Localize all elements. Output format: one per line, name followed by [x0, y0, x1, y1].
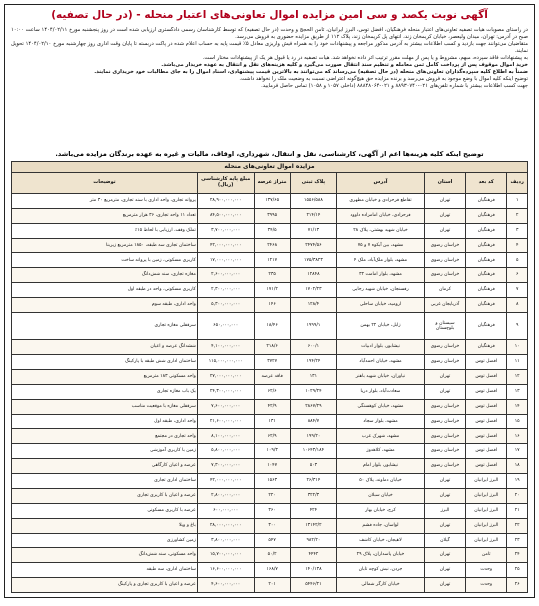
- intro-paragraph: متقاضیان می‌توانند جهت بازدید و کسب اطلاعات بیشتر به آدرس مذکور مراجعه و پیشنهادات خود را به همراه فیش واریزی معادل ۵٪ قیمت پایه به حساب اعلام شده در پاکت دربسته تا پایان وقت اداری روز چهارشنبه مورخ ۱۴۰۴/۰۲/۱۰ تحویل نمایند.: [11, 41, 528, 55]
- table-row: [12, 384, 528, 399]
- plate-number-cell: ۱۴۰/۱۳۸: [290, 563, 336, 578]
- cooperative-name-cell: البرز ایرانیان: [466, 518, 507, 533]
- area-cell: ۱۳۱: [254, 414, 290, 429]
- area-cell: ۱۶۸/۷: [254, 563, 290, 578]
- col-header-province: استان: [424, 173, 465, 194]
- intro-text: [11, 27, 528, 149]
- address-cell: مشهد، خیابان کوهسنگی: [337, 399, 425, 414]
- province-cell: تهران: [424, 208, 465, 223]
- plate-number-cell: ۱۰۶۴۳/۱۸۴: [290, 444, 336, 459]
- plate-number-cell: ۱۹۴/۲۴: [290, 355, 336, 370]
- plate-number-cell: ۱۷۵/۳۸۲۳: [290, 253, 336, 268]
- base-price-cell: ۲,۸۰۰,۰۰۰,۰۰۰: [197, 488, 254, 503]
- table-row: [12, 503, 528, 518]
- province-cell: تهران: [424, 563, 465, 578]
- address-cell: نیشابور، بلوار امام: [337, 459, 425, 474]
- plate-number-cell: ۱۰۲۹/۲۴: [290, 384, 336, 399]
- cooperative-name-cell: افضل توس: [466, 444, 507, 459]
- address-cell: ارومیه، خیابان ساحلی: [337, 298, 425, 313]
- cooperative-name-cell: فرهنگیان: [466, 223, 507, 238]
- area-cell: ۴۲/۹: [254, 399, 290, 414]
- base-price-cell: ۷,۶۰۰,۰۰۰,۰۰۰: [197, 399, 254, 414]
- address-cell: خیابان شهید بهشتی، پلاک ۲۸: [337, 223, 425, 238]
- description-cell: ساختمان اداری، سه طبقه: [12, 563, 198, 578]
- province-cell: تهران: [424, 223, 465, 238]
- area-cell: ۱۸/۴۶: [254, 312, 290, 339]
- table-row: [12, 268, 528, 283]
- intro-paragraph: به پیشنهادات فاقد سپرده، مبهم، مشروط و یا پس از مهلت مقرر ترتیب اثر داده نخواهد شد. هیات تصفیه در رد یا قبول هر یک از پیشنهادات مختار است.: [202, 55, 528, 62]
- plate-number-cell: ۳۲۲/۳: [290, 488, 336, 503]
- area-cell: ۶۲/۶: [254, 384, 290, 399]
- table-row: [12, 429, 528, 444]
- description-cell: یک باب مغازه تجاری: [12, 384, 198, 399]
- base-price-cell: ۱۷,۰۰۰,۰۰۰,۰۰۰: [197, 253, 254, 268]
- address-cell: مشهد، خیابان احمدآباد: [337, 355, 425, 370]
- cooperative-name-cell: فرهنگیان: [466, 194, 507, 209]
- col-header-description: توضیحات: [12, 173, 198, 194]
- province-cell: تهران: [424, 370, 465, 385]
- cooperative-name-cell: افضل توس: [466, 384, 507, 399]
- address-cell: سعادت‌آباد، بلوار دریا: [337, 384, 425, 399]
- description-cell: ساختمان تجاری سه طبقه، ۱۸۵۰ مترمربع زیربنا: [12, 238, 198, 253]
- area-cell: ۱۴۶: [254, 298, 290, 313]
- address-cell: نیاوران، خیابان شهید باهنر: [337, 370, 425, 385]
- area-cell: ۳۶۰: [254, 503, 290, 518]
- description-cell: واحد اداری، طبقه سوم: [12, 298, 198, 313]
- base-price-cell: ۳,۸۰۰,۰۰۰,۰۰۰: [197, 533, 254, 548]
- base-price-cell: ۴۲,۰۰۰,۰۰۰,۰۰۰: [197, 474, 254, 489]
- description-cell: سرقفلی مغازه با موقعیت مناسب: [12, 399, 198, 414]
- description-cell: تعداد ۱۱ واحد تجاری، ۳۶ هزار مترمربع: [12, 208, 198, 223]
- description-cell: واحد اداری، طبقه اول: [12, 414, 198, 429]
- table-row: [12, 223, 528, 238]
- area-cell: ۱۰۹/۳: [254, 444, 290, 459]
- intro-paragraph: خرید اموال موقوف پس از پرداخت کامل ثمن معامله و تنظیم سند انتقال صورت می‌گیرد و کلیه هزینه‌های نقل و انتقال به عهده خریدار می‌باشد.: [161, 62, 528, 69]
- description-cell: واحد تجاری در مجتمع: [12, 429, 198, 444]
- province-cell: خراسان رضوی: [424, 399, 465, 414]
- row-number-cell: ۲: [507, 208, 528, 223]
- area-cell: ۶۲/۹: [254, 429, 290, 444]
- address-cell: خیابان سبلان: [337, 488, 425, 503]
- description-cell: عرصه و اعیان با کاربری تجاری و پارکینگ: [12, 578, 198, 593]
- table-row: [12, 414, 528, 429]
- province-cell: البرز: [424, 503, 465, 518]
- table-row: [12, 488, 528, 503]
- address-cell: مشهد، بین آبکوه ۷ و ۷۵: [337, 238, 425, 253]
- base-price-cell: ۳,۷۰۰,۰۰۰,۰۰۰: [197, 223, 254, 238]
- plate-number-cell: ۱۲۸۴۸: [290, 268, 336, 283]
- description-cell: واحد مسکونی ۱۸۳ مترمربع: [12, 370, 198, 385]
- table-row: [12, 444, 528, 459]
- col-header-area: متراژ عرصه: [254, 173, 290, 194]
- province-cell: خراسان رضوی: [424, 414, 465, 429]
- plate-number-cell: ۱۷۰۲/۲۳: [290, 283, 336, 298]
- address-cell: کرج، خیابان بهار: [337, 503, 425, 518]
- row-number-cell: ۲۲: [507, 518, 528, 533]
- description-cell: ساختمان اداری شش طبقه با پارکینگ: [12, 355, 198, 370]
- table-body: [12, 194, 528, 593]
- cooperative-name-cell: فرهنگیان: [466, 298, 507, 313]
- address-cell: مشهد، بلوار امامت ۳۲: [337, 268, 425, 283]
- address-cell: فرحزادی، خیابان امامزاده داوود: [337, 208, 425, 223]
- col-header-code: کد بعد: [466, 173, 507, 194]
- row-number-cell: ۲۳: [507, 533, 528, 548]
- description-cell: واحد مسکونی، سند شش‌دانگ: [12, 548, 198, 563]
- base-price-cell: ۴,۱۰۰,۰۰۰,۰۰۰: [197, 340, 254, 355]
- cooperative-name-cell: ثامن: [466, 548, 507, 563]
- description-cell: کاربری مسکونی، واحد در طبقه اول: [12, 283, 198, 298]
- intro-paragraph: توضیح اینکه کلیه اموال با وضع موجود به فروش می‌رسد و برنده مزایده حق هیچ‌گونه اعتراضی نسبت به وضعیت ملک را نخواهد داشت.: [239, 76, 528, 83]
- row-number-cell: ۲۰: [507, 488, 528, 503]
- address-cell: جردن، نبش کوچه تابان: [337, 563, 425, 578]
- province-cell: تهران: [424, 488, 465, 503]
- table-row: [12, 208, 528, 223]
- cooperative-name-cell: فرهنگیان: [466, 340, 507, 355]
- area-cell: ۲۰۱: [254, 578, 290, 593]
- cooperative-name-cell: افضل توس: [466, 429, 507, 444]
- description-cell: زمین کشاورزی: [12, 533, 198, 548]
- base-price-cell: ۴,۶۰۰,۰۰۰,۰۰۰: [197, 578, 254, 593]
- address-cell: لاهیجان، خیابان کاشف: [337, 533, 425, 548]
- base-price-cell: ۲۸,۰۰۰,۰۰۰,۰۰۰: [197, 518, 254, 533]
- row-number-cell: ۲۶: [507, 578, 528, 593]
- description-cell: زمین با کاربری آموزشی: [12, 444, 198, 459]
- address-cell: خیابان کارگر شمالی: [337, 578, 425, 593]
- base-price-cell: ۲۷,۰۰۰,۰۰۰,۰۰۰: [197, 370, 254, 385]
- province-cell: کرمان: [424, 283, 465, 298]
- province-cell: خراسان رضوی: [424, 238, 465, 253]
- base-price-cell: ۲,۳۰۰,۰۰۰,۰۰۰: [197, 283, 254, 298]
- table-row: [12, 518, 528, 533]
- plate-number-cell: ۲۶/۳۱۴: [290, 474, 336, 489]
- cooperative-name-cell: البرز ایرانیان: [466, 488, 507, 503]
- plate-number-cell: ۱۲۸/۴: [290, 298, 336, 313]
- plate-number-cell: ۲۱۴/۱۴: [290, 208, 336, 223]
- plate-number-cell: ۱۳۱۴۲/۲: [290, 518, 336, 533]
- area-cell: ۱۵۶۳: [254, 474, 290, 489]
- cooperative-name-cell: افضل توس: [466, 355, 507, 370]
- province-cell: تهران: [424, 578, 465, 593]
- address-cell: رفسنجان، خیابان شهید رجایی: [337, 283, 425, 298]
- description-cell: عرصه و اعیان کارگاهی: [12, 459, 198, 474]
- base-price-cell: ۶۵۰,۰۰۰,۰۰۰: [197, 312, 254, 339]
- table-row: [12, 283, 528, 298]
- auction-notice: [4, 4, 535, 598]
- intro-paragraph: ضمناً به اطلاع کلیه سپرده‌گذاران تعاونی‌های منحله (در حال تصفیه) می‌رساند که می‌توانند به بالاترین قیمت پیشنهادی، اسناد اموال را به جای مطالبات خود خریداری نمایند.: [94, 69, 528, 76]
- plate-number-cell: ۴۴۴۲: [290, 548, 336, 563]
- plate-number-cell: ۱۹۹/۲۰: [290, 429, 336, 444]
- base-price-cell: ۲۸,۹۰۰,۰۰۰,۰۰۰: [197, 194, 254, 209]
- base-price-cell: ۷,۳۰۰,۰۰۰,۰۰۰: [197, 459, 254, 474]
- base-price-cell: ۸۴,۵۰۰,۰۰۰,۰۰۰: [197, 208, 254, 223]
- plate-number-cell: ۱۵۵۶/۵۸۸: [290, 194, 336, 209]
- row-number-cell: ۱۶: [507, 429, 528, 444]
- address-cell: تقاطع فرحزادی و خیابان مطهری: [337, 194, 425, 209]
- plate-number-cell: ۲۸۶۷/۲۹: [290, 399, 336, 414]
- base-price-cell: ۲۴,۳۰۰,۰۰۰,۰۰۰: [197, 384, 254, 399]
- table-row: [12, 312, 528, 339]
- base-price-cell: ۲۱,۶۰۰,۰۰۰,۰۰۰: [197, 414, 254, 429]
- row-number-cell: ۵: [507, 253, 528, 268]
- province-cell: گیلان: [424, 533, 465, 548]
- auction-table: [11, 161, 528, 593]
- row-number-cell: ۸: [507, 298, 528, 313]
- cooperative-name-cell: فرهنگیان: [466, 283, 507, 298]
- address-cell: زابل، خیابان ۲۲ بهمن: [337, 312, 425, 339]
- cooperative-name-cell: فرهنگیان: [466, 312, 507, 339]
- province-cell: تهران: [424, 384, 465, 399]
- description-cell: عرصه با کاربری مسکونی: [12, 503, 198, 518]
- area-cell: ۲۱۸/۶: [254, 340, 290, 355]
- area-cell: ۵۰/۲: [254, 548, 290, 563]
- row-number-cell: ۱۸: [507, 459, 528, 474]
- table-row: [12, 253, 528, 268]
- address-cell: خیابان پاسداران، پلاک ۲۹: [337, 548, 425, 563]
- row-number-cell: ۱۷: [507, 444, 528, 459]
- row-number-cell: ۱۱: [507, 355, 528, 370]
- cooperative-name-cell: افضل توس: [466, 459, 507, 474]
- province-cell: خراسان رضوی: [424, 268, 465, 283]
- row-number-cell: ۱۹: [507, 474, 528, 489]
- province-cell: خراسان رضوی: [424, 459, 465, 474]
- row-number-cell: ۴: [507, 238, 528, 253]
- base-price-cell: ۱۶,۶۰۰,۰۰۰,۰۰۰: [197, 563, 254, 578]
- row-number-cell: ۲۱: [507, 503, 528, 518]
- area-cell: ۱۲۱۷: [254, 253, 290, 268]
- row-number-cell: ۱۲: [507, 370, 528, 385]
- description-cell: کاربری مسکونی، زمین با پروانه ساخت: [12, 253, 198, 268]
- plate-number-cell: ۵۰۳: [290, 459, 336, 474]
- table-caption: مزایده اموال تعاونی‌های منحله: [12, 162, 528, 173]
- province-cell: خراسان رضوی: [424, 340, 465, 355]
- plate-number-cell: ۱۳۱: [290, 370, 336, 385]
- row-number-cell: ۱۵: [507, 414, 528, 429]
- base-price-cell: ۵,۳۰۰,۰۰۰,۰۰۰: [197, 298, 254, 313]
- table-row: [12, 474, 528, 489]
- address-cell: مشهد، کلاهدوز: [337, 444, 425, 459]
- area-cell: ۲۲۰: [254, 488, 290, 503]
- table-row: [12, 578, 528, 593]
- description-cell: ششدانگ عرصه و اعیان: [12, 340, 198, 355]
- description-cell: مغازه تجاری، سند شش‌دانگ: [12, 268, 198, 283]
- row-number-cell: ۳: [507, 223, 528, 238]
- col-header-base-price: مبلغ پایه کارشناسی (ریال): [197, 173, 254, 194]
- base-price-cell: ۸,۱۰۰,۰۰۰,۰۰۰: [197, 429, 254, 444]
- description-cell: سرقفلی مغازه تجاری: [12, 312, 198, 339]
- col-header-plate: پلاک ثبتی: [290, 173, 336, 194]
- row-number-cell: ۱۰: [507, 340, 528, 355]
- plate-number-cell: ۶۰۰/۱: [290, 340, 336, 355]
- cooperative-name-cell: وحدت: [466, 578, 507, 593]
- table-row: [12, 238, 528, 253]
- cooperative-name-cell: افضل توس: [466, 399, 507, 414]
- description-cell: تملک وقف، ارزیابی با لحاظ ۱۵٪: [12, 223, 198, 238]
- description-cell: عرصه و اعیان با کاربری تجاری: [12, 488, 198, 503]
- col-header-address: آدرس: [337, 173, 425, 194]
- cooperative-name-cell: فرهنگیان: [466, 268, 507, 283]
- address-cell: مشهد، بلوار سجاد: [337, 414, 425, 429]
- province-cell: تهران: [424, 518, 465, 533]
- cooperative-name-cell: فرهنگیان: [466, 208, 507, 223]
- area-cell: ۱۷۱/۲: [254, 283, 290, 298]
- row-number-cell: ۱۴: [507, 399, 528, 414]
- area-cell: ۳۴/۵: [254, 223, 290, 238]
- province-cell: تهران: [424, 474, 465, 489]
- table-row: [12, 533, 528, 548]
- row-number-cell: ۱۳: [507, 384, 528, 399]
- area-cell: ۳۷۲۷: [254, 355, 290, 370]
- cooperative-name-cell: افضل توس: [466, 370, 507, 385]
- address-cell: خیابان دماوند، پلاک ۵۰: [337, 474, 425, 489]
- notice-title: آگهی نوبت یکصد و سی امین مزایده اموال تعاونی‌های اعتبار منحله - (در حال تصفیه): [51, 9, 488, 21]
- area-cell: فاقد عرصه: [254, 370, 290, 385]
- base-price-cell: ۴۲,۰۰۰,۰۰۰,۰۰۰: [197, 238, 254, 253]
- plate-number-cell: ۹۸۲/۲۰: [290, 533, 336, 548]
- province-cell: خراسان رضوی: [424, 429, 465, 444]
- notice-subtitle: توضیح اینکه کلیه هزینه‌ها اعم از آگهی، کارشناسی، نقل و انتقال، شهرداری، اوقاف، مالیات و غیره به عهده برندگان مزایده می‌باشد.: [55, 150, 484, 158]
- cooperative-name-cell: فرهنگیان: [466, 253, 507, 268]
- table-row: [12, 298, 528, 313]
- row-number-cell: ۲۴: [507, 548, 528, 563]
- cooperative-name-cell: البرز ایرانیان: [466, 533, 507, 548]
- province-cell: خراسان رضوی: [424, 355, 465, 370]
- address-cell: مشهد، شهرک غرب: [337, 429, 425, 444]
- area-cell: ۱۰۴۷: [254, 459, 290, 474]
- base-price-cell: ۱۵,۷۰۰,۰۰۰,۰۰۰: [197, 548, 254, 563]
- row-number-cell: ۲۵: [507, 563, 528, 578]
- cooperative-name-cell: افضل توس: [466, 414, 507, 429]
- area-cell: ۲۳۵: [254, 268, 290, 283]
- table-row: [12, 340, 528, 355]
- base-price-cell: ۱۱۵,۰۰۰,۰۰۰,۰۰۰: [197, 355, 254, 370]
- table-row: [12, 370, 528, 385]
- row-number-cell: ۶: [507, 268, 528, 283]
- table-row: [12, 194, 528, 209]
- row-number-cell: ۷: [507, 283, 528, 298]
- row-number-cell: ۱: [507, 194, 528, 209]
- address-cell: لواسان، جاده فشم: [337, 518, 425, 533]
- address-cell: مشهد، بلوار ملک‌آباد، ملک ۴: [337, 253, 425, 268]
- plate-number-cell: ۱۹۹۹/۱: [290, 312, 336, 339]
- plate-number-cell: ۵۴۴۶/۲۱: [290, 578, 336, 593]
- area-cell: ۳۹۹۵: [254, 208, 290, 223]
- plate-number-cell: ۸۸۴/۷: [290, 414, 336, 429]
- cooperative-name-cell: البرز ایرانیان: [466, 474, 507, 489]
- province-cell: خراسان رضوی: [424, 444, 465, 459]
- col-header-row-no: ردیف: [507, 173, 528, 194]
- address-cell: نیشابور، بلوار ادبیات: [337, 340, 425, 355]
- province-cell: آذربایجان غربی: [424, 298, 465, 313]
- area-cell: ۵۴۷: [254, 533, 290, 548]
- description-cell: پروانه تجاری، واحد اداری با سند تجاری، مترمربع ۳۰ متر: [12, 194, 198, 209]
- description-cell: ساختمان اداری تجاری: [12, 474, 198, 489]
- base-price-cell: ۲,۶۰۰,۰۰۰,۰۰۰: [197, 268, 254, 283]
- province-cell: تهران: [424, 194, 465, 209]
- table-row: [12, 355, 528, 370]
- area-cell: ۳۰۰: [254, 518, 290, 533]
- row-number-cell: ۹: [507, 312, 528, 339]
- auction-table-wrapper: [11, 161, 528, 593]
- base-price-cell: ۵,۸۰۰,۰۰۰,۰۰۰: [197, 444, 254, 459]
- intro-paragraph: جهت کسب اطلاعات بیشتر با شماره تلفن‌های ۰۲۱-۸۸۹۳۰۷۴۰ و ۰۲۱-۸۸۸۴۸۰۶۴ (داخلی ۱۰۵۷ و ۱۰۵۸) تماس حاصل فرمایید.: [261, 83, 528, 90]
- cooperative-name-cell: وحدت: [466, 563, 507, 578]
- plate-number-cell: ۴۲۴: [290, 503, 336, 518]
- area-cell: ۱۳۷/۶۵: [254, 194, 290, 209]
- table-row: [12, 459, 528, 474]
- base-price-cell: ۶۰۰,۰۰۰,۰۰۰: [197, 503, 254, 518]
- table-row: [12, 563, 528, 578]
- area-cell: ۲۴۶۸: [254, 238, 290, 253]
- province-cell: تهران: [424, 548, 465, 563]
- description-cell: باغ و ویلا: [12, 518, 198, 533]
- province-cell: خراسان رضوی: [424, 253, 465, 268]
- table-row: [12, 399, 528, 414]
- table-row: [12, 548, 528, 563]
- plate-number-cell: ۲۴۷۴/۵۶: [290, 238, 336, 253]
- intro-paragraph: در راستای مصوبات هیات تصفیه تعاونی‌های اعتبار منحله فرهنگیان، افضل توس، البرز ایرانیان، ثامن الحجج و وحدت (در حال تصفیه) که توسط کارشناسان رسمی دادگستری ارزیابی شده است در روز پنجشنبه مورخ ۱۴۰۴/۰۲/۱۱ ساعت ۱۰:۰۰ صبح در آدرس: تهران، میدان ولیعصر، خیابان کریمخان زند، انتهای پل کریمخان زند، پلاک ۱۱۲ از طریق مزایده حضوری به فروش می‌رسد.: [11, 27, 528, 41]
- plate-number-cell: ۷۱/۱۳: [290, 223, 336, 238]
- cooperative-name-cell: البرز ایرانیان: [466, 503, 507, 518]
- province-cell: سیستان و بلوچستان: [424, 312, 465, 339]
- cooperative-name-cell: فرهنگیان: [466, 238, 507, 253]
